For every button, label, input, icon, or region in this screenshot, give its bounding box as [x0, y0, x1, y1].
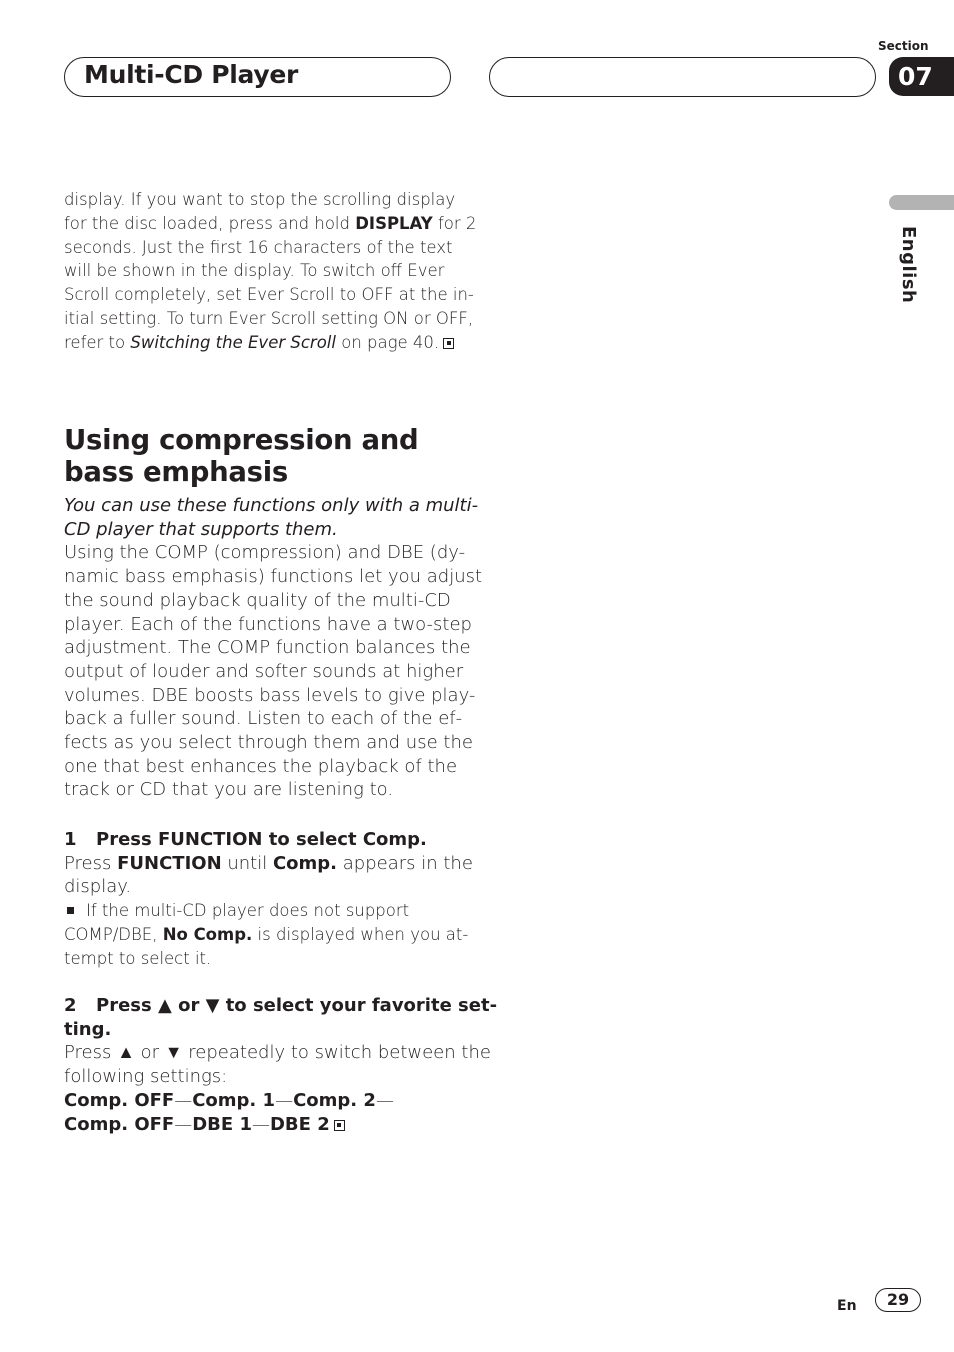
body-line: one that best enhances the playback of the [64, 755, 458, 777]
note-line: CD player that supports them. [64, 518, 338, 540]
text-line: itial setting. To turn Ever Scroll setting ON or OFF, [64, 308, 474, 328]
body-line: fects as you select through them and use the [64, 732, 473, 754]
section-body [64, 494, 483, 802]
body-line: player. Each of the functions have a two-step [64, 613, 472, 635]
step-desc: Press FUNCTION until Comp. appears in the [64, 852, 473, 874]
body-line: output of louder and softer sounds at higher [64, 660, 464, 682]
body-paragraph [64, 541, 483, 802]
end-of-section-icon [334, 1120, 345, 1131]
page-number: 29 [875, 1288, 921, 1312]
step-desc: display. [64, 876, 132, 898]
language-tab-bar [889, 195, 954, 210]
body-line: namic bass emphasis) functions let you adjust [64, 566, 483, 588]
step-title: 2 Press ▲ or ▼ to select your favorite set- [64, 995, 498, 1016]
section-number-tab: 07 [889, 57, 954, 96]
step-desc: Press ▲ or ▼ repeatedly to switch between the [64, 1042, 491, 1064]
cross-reference: Switching the Ever Scroll [130, 332, 336, 352]
end-of-section-icon [443, 338, 454, 349]
body-line: track or CD that you are listening to. [64, 779, 394, 801]
body-line: adjustment. The COMP function balances the [64, 637, 471, 659]
step-title: ting. [64, 1018, 112, 1040]
step-desc: following settings: [64, 1066, 228, 1088]
settings-sequence: Comp. OFF—Comp. 1—Comp. 2— [64, 1089, 394, 1111]
step-1 [64, 828, 473, 899]
body-line: the sound playback quality of the multi-CD [64, 589, 451, 611]
section-label: Section [878, 39, 929, 53]
key-display: DISPLAY [355, 213, 433, 233]
footer-language-code: En [837, 1298, 857, 1314]
settings-sequence: Comp. OFF—DBE 1—DBE 2 [64, 1113, 454, 1137]
note-line: You can use these functions only with a multi- [64, 495, 479, 516]
step-1-note: If the multi-CD player does not support COMP/DBE, No Comp. is displayed when you at- tempt to select it. [64, 901, 469, 968]
language-tab-label: English [898, 226, 919, 304]
text-line: for the disc loaded, press and hold DISPLAY for 2 [64, 213, 477, 233]
section-heading: Using compression and bass emphasis [64, 424, 419, 488]
text-line: refer to Switching the Ever Scroll on page 40. [64, 331, 454, 355]
text-line: display. If you want to stop the scrolling display [64, 190, 456, 209]
body-line: Using the COMP (compression) and DBE (dy- [64, 542, 466, 564]
body-line: back a fuller sound. Listen to each of the ef- [64, 708, 463, 730]
step-2 [64, 994, 498, 1136]
text-line: will be shown in the display. To switch off Ever [64, 261, 445, 281]
intro-paragraph [64, 188, 477, 355]
text-line: seconds. Just the first 16 characters of the text [64, 237, 453, 257]
bullet-icon [67, 907, 74, 914]
body-line: volumes. DBE boosts bass levels to give play- [64, 684, 476, 706]
step-title: 1 Press FUNCTION to select Comp. [64, 829, 427, 850]
header-empty-frame [489, 57, 876, 97]
text-line: Scroll completely, set Ever Scroll to OFF at the in- [64, 285, 474, 305]
chapter-title: Multi-CD Player [84, 60, 299, 89]
